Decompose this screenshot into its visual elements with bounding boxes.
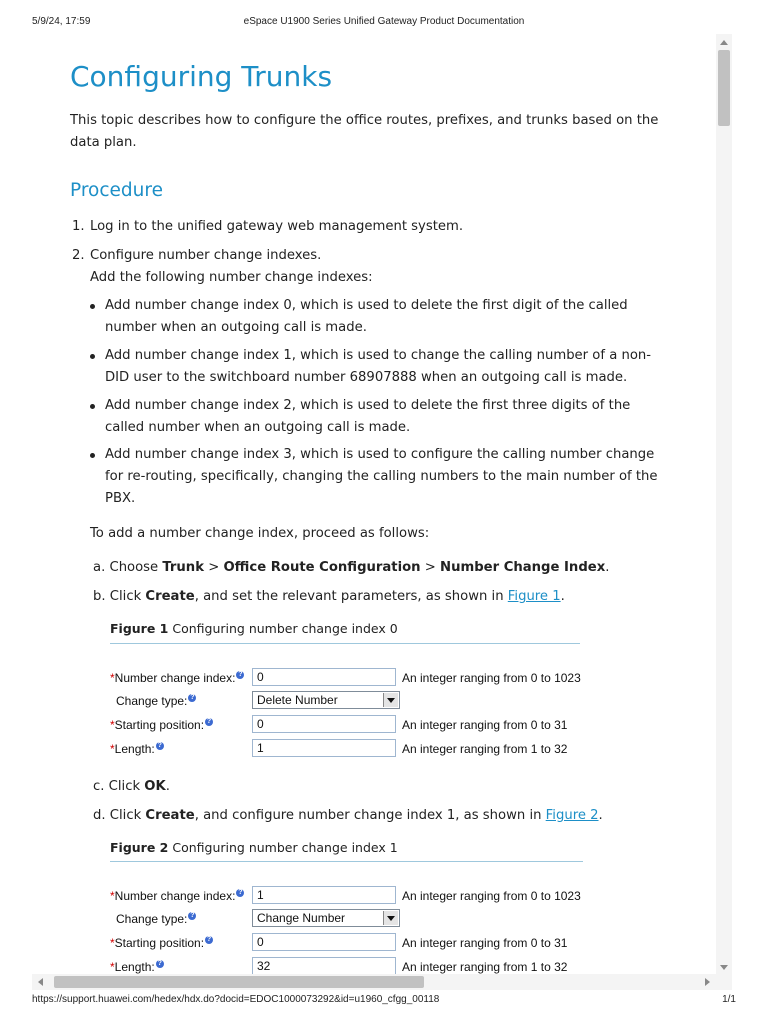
substep-a (93, 557, 609, 579)
bullet-dot (90, 354, 95, 359)
scroll-left-icon[interactable] (38, 978, 43, 986)
bullet-1-line-1: Add number change index 0, which is used to delete the first digit of the called (105, 298, 628, 313)
list-item (105, 295, 665, 339)
substep-d (93, 805, 603, 827)
change-type-value: Delete Number (257, 693, 338, 707)
horizontal-scrollbar[interactable] (32, 974, 716, 990)
help-icon[interactable]: ? (190, 694, 195, 701)
form-row-number-change-index (110, 886, 590, 906)
bullet-4-line-1: Add number change index 3, which is used to configure the calling number change (105, 447, 655, 462)
path-separator: > (424, 560, 436, 575)
list-item (105, 395, 665, 439)
form-row-starting-position (110, 933, 590, 953)
field-label (116, 912, 196, 926)
form-row-length (110, 739, 590, 759)
step-2-number: 2. (72, 248, 85, 263)
required-marker: * (110, 742, 115, 756)
number-change-index-hint: An integer ranging from 0 to 1023 (402, 889, 581, 903)
list-item (105, 444, 665, 510)
length-label: Length: (114, 742, 155, 756)
figure-2-title: Configuring number change index 1 (172, 840, 398, 855)
substep-b-click: Click (109, 589, 142, 604)
length-label: Length: (114, 960, 155, 974)
bullet-3-line-2: called number when an outgoing call is made. (105, 420, 411, 435)
figure-1-link[interactable]: Figure 1 (507, 589, 561, 604)
figure-2-label: Figure 2 (110, 840, 169, 855)
substep-d-click: Click (109, 808, 142, 823)
figure-1-title: Configuring number change index 0 (172, 621, 398, 636)
bullet-1-line-2: number when an outgoing call is made. (105, 320, 367, 335)
bullet-dot (90, 404, 95, 409)
field-label (110, 936, 213, 950)
figure-1-label: Figure 1 (110, 621, 169, 636)
change-type-label: Change type: (116, 694, 188, 708)
help-icon[interactable]: ? (190, 912, 195, 919)
figure-2-caption (110, 840, 398, 855)
substep-b-marker: b. (93, 589, 106, 604)
field-label (110, 889, 244, 903)
chevron-down-icon[interactable] (383, 693, 398, 707)
figure-2-link[interactable]: Figure 2 (545, 808, 599, 823)
substep-d-marker: d. (93, 808, 106, 823)
step-2-subtext: Add the following number change indexes: (90, 270, 373, 285)
step-1-text: Log in to the unified gateway web management system. (90, 219, 464, 234)
print-header (32, 16, 736, 30)
scroll-right-icon[interactable] (705, 978, 710, 986)
substep-b-text: , and set the relevant parameters, as shown in (194, 589, 504, 604)
substep-c-click: Click (108, 779, 141, 794)
step-1-number: 1. (72, 219, 85, 234)
substep-c (93, 776, 170, 798)
form-row-change-type (110, 691, 590, 711)
scroll-down-icon[interactable] (720, 965, 728, 970)
substep-a-marker: a. (93, 560, 106, 575)
create-button-ref: Create (145, 589, 195, 604)
form-row-starting-position (110, 715, 590, 735)
starting-position-label: Starting position: (114, 718, 205, 732)
length-input[interactable]: 32 (252, 957, 396, 975)
substep-c-end: . (165, 779, 170, 794)
menu-office-route-configuration: Office Route Configuration (223, 560, 421, 575)
ok-button-ref: OK (144, 779, 166, 794)
print-title: eSpace U1900 Series Unified Gateway Product Documentation (243, 16, 525, 27)
form-row-number-change-index (110, 668, 590, 688)
chevron-down-icon[interactable] (383, 911, 398, 925)
length-hint: An integer ranging from 1 to 32 (402, 742, 568, 756)
field-label (110, 960, 164, 974)
form-row-change-type (110, 909, 590, 929)
field-label (110, 718, 213, 732)
substep-d-text: , and configure number change index 1, as shown in (194, 808, 542, 823)
menu-number-change-index: Number Change Index (440, 560, 606, 575)
field-label (116, 694, 196, 708)
substep-a-choose: Choose (109, 560, 159, 575)
path-separator: > (208, 560, 220, 575)
list-item (105, 345, 665, 389)
change-type-select[interactable] (252, 691, 400, 709)
help-icon[interactable]: ? (238, 671, 243, 678)
bullet-3-line-1: Add number change index 2, which is used to delete the first three digits of the (105, 398, 631, 413)
bullet-dot (90, 453, 95, 458)
horizontal-scroll-thumb[interactable] (54, 976, 424, 988)
vertical-scrollbar[interactable] (716, 34, 732, 990)
number-change-index-label: Number change index: (114, 889, 236, 903)
document-viewport (32, 34, 734, 990)
step-2-text: Configure number change indexes. (90, 248, 322, 263)
help-icon[interactable]: ? (157, 742, 162, 749)
field-label (110, 742, 164, 756)
required-marker: * (110, 671, 115, 685)
starting-position-input[interactable]: 0 (252, 715, 396, 733)
vertical-scroll-thumb[interactable] (718, 50, 730, 126)
starting-position-input[interactable]: 0 (252, 933, 396, 951)
print-page-count: 1/1 (722, 994, 736, 1005)
required-marker: * (110, 718, 115, 732)
figure-2-divider (110, 861, 583, 862)
intro-paragraph: This topic describes how to configure the office routes, prefixes, and trunks based on the data plan. (70, 113, 659, 150)
help-icon[interactable]: ? (206, 718, 212, 725)
number-change-index-label: Number change index: (114, 671, 236, 685)
change-type-value: Change Number (257, 911, 346, 925)
bullet-4-line-2: for re-routing, specifically, changing the calling numbers to the main number of the (105, 469, 658, 484)
help-icon[interactable]: ? (206, 936, 212, 943)
field-label (110, 671, 244, 685)
required-marker: * (110, 936, 115, 950)
print-date: 5/9/24, 17:59 (32, 16, 91, 27)
menu-trunk: Trunk (162, 560, 204, 575)
length-input[interactable]: 1 (252, 739, 396, 757)
substep-d-end: . (598, 808, 603, 823)
bullet-dot (90, 304, 95, 309)
substep-a-end: . (605, 560, 610, 575)
substep-c-marker: c. (93, 779, 105, 794)
procedure-heading: Procedure (70, 180, 163, 201)
figure-1-divider (110, 643, 580, 644)
number-change-index-input[interactable]: 1 (252, 886, 396, 904)
substep-b (93, 586, 565, 608)
page-title: Configuring Trunks (70, 60, 333, 93)
bullet-4-line-3: PBX. (105, 491, 136, 506)
print-footer (32, 994, 736, 1008)
scroll-up-icon[interactable] (720, 40, 728, 45)
required-marker: * (110, 889, 115, 903)
number-change-index-hint: An integer ranging from 0 to 1023 (402, 671, 581, 685)
number-change-index-input[interactable]: 0 (252, 668, 396, 686)
starting-position-hint: An integer ranging from 0 to 31 (402, 936, 568, 950)
proceed-text: To add a number change index, proceed as follows: (90, 526, 430, 541)
bullet-2-line-1: Add number change index 1, which is used to change the calling number of a non- (105, 348, 652, 363)
starting-position-hint: An integer ranging from 0 to 31 (402, 718, 568, 732)
length-hint: An integer ranging from 1 to 32 (402, 960, 568, 974)
change-type-select[interactable] (252, 909, 400, 927)
print-url: https://support.huawei.com/hedex/hdx.do?docid=EDOC1000073292&id=u1960_cfgg_00118 (32, 994, 440, 1005)
help-icon[interactable]: ? (157, 960, 162, 967)
help-icon[interactable]: ? (238, 889, 243, 896)
required-marker: * (110, 960, 115, 974)
change-type-label: Change type: (116, 912, 188, 926)
figure-1-caption (110, 621, 398, 636)
substep-b-end: . (560, 589, 565, 604)
starting-position-label: Starting position: (114, 936, 205, 950)
bullet-2-line-2: DID user to the switchboard number 68907888 when an outgoing call is made. (105, 370, 628, 385)
create-button-ref: Create (145, 808, 195, 823)
